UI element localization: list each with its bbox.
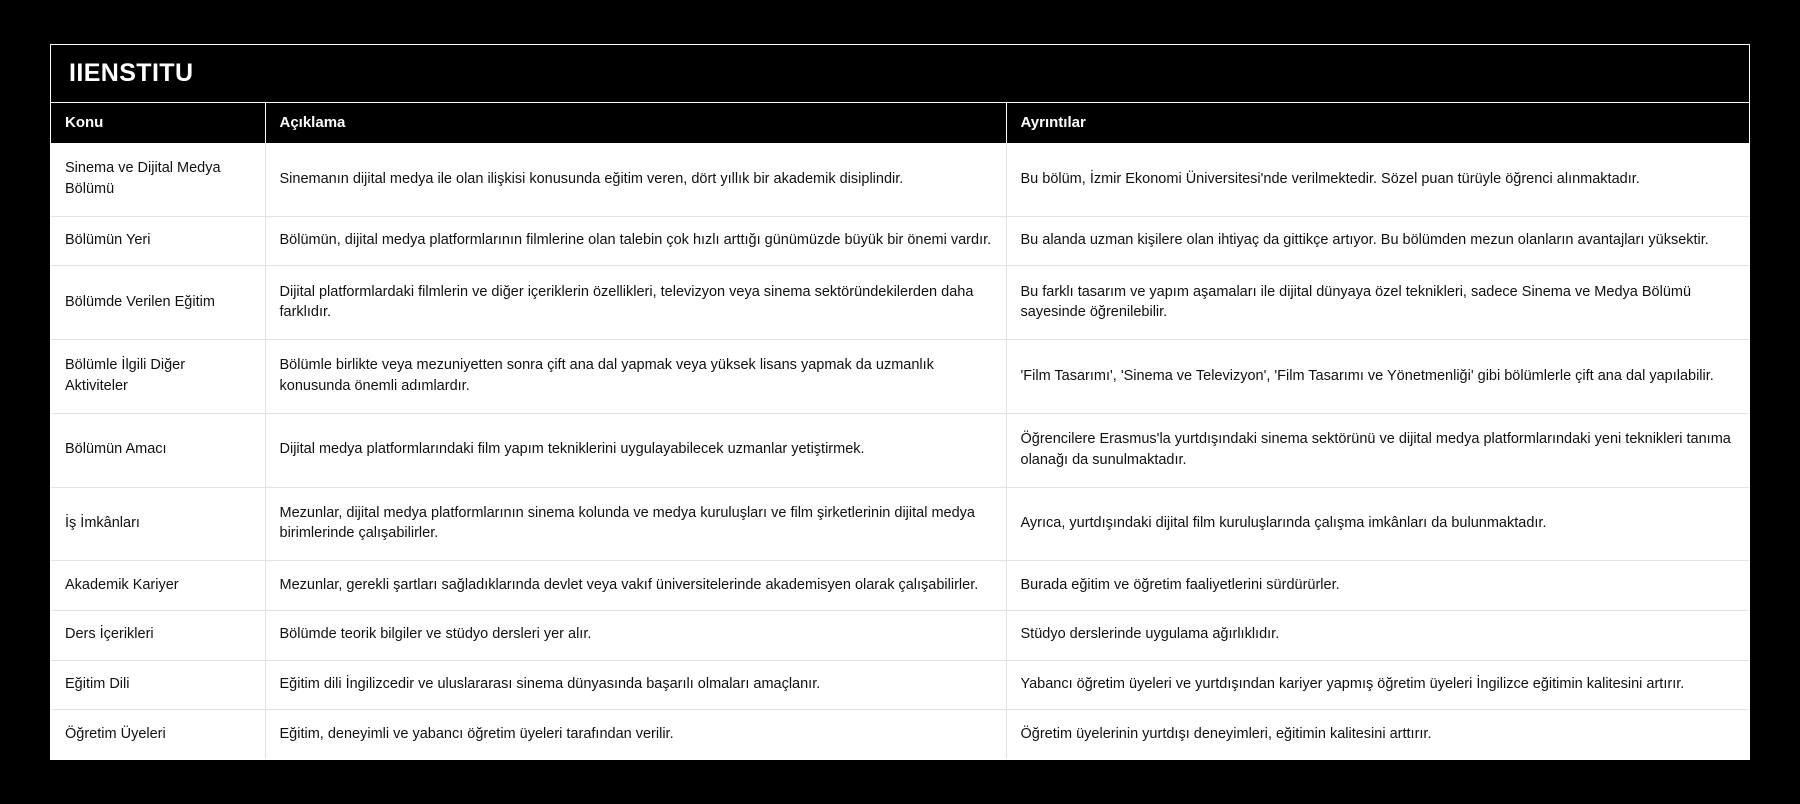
table-row bbox=[51, 340, 1749, 414]
table-frame bbox=[50, 44, 1750, 760]
table-cell-konu: Öğretim Üyeleri bbox=[51, 710, 265, 759]
table-cell-konu: Bölümle İlgili Diğer Aktiviteler bbox=[51, 340, 265, 414]
table-cell-ayrintilar: Bu bölüm, İzmir Ekonomi Üniversitesi'nde verilmektedir. Sözel puan türüyle öğrenci alınmaktadır. bbox=[1006, 143, 1749, 216]
table-cell-konu: Bölümün Amacı bbox=[51, 413, 265, 487]
brand-title: IIENSTITU bbox=[69, 59, 194, 87]
table-cell-aciklama: Dijital platformlardaki filmlerin ve diğer içeriklerin özellikleri, televizyon veya sinema sektöründekilerden daha farklıdır. bbox=[265, 266, 1006, 340]
table-cell-ayrintilar: Stüdyo derslerinde uygulama ağırlıklıdır. bbox=[1006, 610, 1749, 660]
table-row bbox=[51, 266, 1749, 340]
column-header-konu: Konu bbox=[51, 103, 265, 143]
table-header-row bbox=[51, 103, 1749, 143]
table-cell-aciklama: Bölümde teorik bilgiler ve stüdyo dersleri yer alır. bbox=[265, 610, 1006, 660]
table-cell-konu: Eğitim Dili bbox=[51, 660, 265, 710]
table-row bbox=[51, 660, 1749, 710]
info-table bbox=[51, 103, 1749, 759]
table-cell-aciklama: Bölümle birlikte veya mezuniyetten sonra çift ana dal yapmak veya yüksek lisans yapmak da uzmanlık konusunda önemli adımlardır. bbox=[265, 340, 1006, 414]
table-body bbox=[51, 143, 1749, 759]
table-row bbox=[51, 710, 1749, 759]
table-row bbox=[51, 216, 1749, 266]
column-header-ayrintilar: Ayrıntılar bbox=[1006, 103, 1749, 143]
table-cell-ayrintilar: Bu farklı tasarım ve yapım aşamaları ile dijital dünyaya özel teknikleri, sadece Sinema ve Medya Bölümü sayesinde öğrenilebilir. bbox=[1006, 266, 1749, 340]
table-cell-aciklama: Dijital medya platformlarındaki film yapım tekniklerini uygulayabilecek uzmanlar yetiştirmek. bbox=[265, 413, 1006, 487]
table-cell-ayrintilar: 'Film Tasarımı', 'Sinema ve Televizyon', 'Film Tasarımı ve Yönetmenliği' gibi bölümlerle çift ana dal yapılabilir. bbox=[1006, 340, 1749, 414]
table-cell-konu: Akademik Kariyer bbox=[51, 561, 265, 611]
table-cell-konu: Sinema ve Dijital Medya Bölümü bbox=[51, 143, 265, 216]
table-cell-aciklama: Mezunlar, gerekli şartları sağladıklarında devlet veya vakıf üniversitelerinde akademisyen olarak çalışabilirler. bbox=[265, 561, 1006, 611]
table-cell-ayrintilar: Ayrıca, yurtdışındaki dijital film kuruluşlarında çalışma imkânları da bulunmaktadır. bbox=[1006, 487, 1749, 561]
table-cell-aciklama: Eğitim dili İngilizcedir ve uluslararası sinema dünyasında başarılı olmaları amaçlanır. bbox=[265, 660, 1006, 710]
table-cell-aciklama: Mezunlar, dijital medya platformlarının sinema kolunda ve medya kuruluşları ve film şirketlerinin dijital medya birimlerinde çalışabilirler. bbox=[265, 487, 1006, 561]
table-header bbox=[51, 103, 1749, 143]
table-cell-ayrintilar: Burada eğitim ve öğretim faaliyetlerini sürdürürler. bbox=[1006, 561, 1749, 611]
table-cell-ayrintilar: Öğretim üyelerinin yurtdışı deneyimleri, eğitimin kalitesini arttırır. bbox=[1006, 710, 1749, 759]
table-cell-ayrintilar: Öğrencilere Erasmus'la yurtdışındaki sinema sektörünü ve dijital medya platformlarındaki yeni teknikleri tanıma olanağı da sunulmaktadır. bbox=[1006, 413, 1749, 487]
column-header-aciklama: Açıklama bbox=[265, 103, 1006, 143]
table-cell-aciklama: Sinemanın dijital medya ile olan ilişkisi konusunda eğitim veren, dört yıllık bir akademik disiplindir. bbox=[265, 143, 1006, 216]
title-bar bbox=[51, 45, 1749, 103]
table-cell-konu: İş İmkânları bbox=[51, 487, 265, 561]
table-row bbox=[51, 143, 1749, 216]
table-row bbox=[51, 413, 1749, 487]
table-cell-konu: Bölümün Yeri bbox=[51, 216, 265, 266]
table-cell-ayrintilar: Bu alanda uzman kişilere olan ihtiyaç da gittikçe artıyor. Bu bölümden mezun olanların avantajları yüksektir. bbox=[1006, 216, 1749, 266]
table-cell-ayrintilar: Yabancı öğretim üyeleri ve yurtdışından kariyer yapmış öğretim üyeleri İngilizce eğitimin kalitesini artırır. bbox=[1006, 660, 1749, 710]
table-row bbox=[51, 610, 1749, 660]
table-cell-aciklama: Eğitim, deneyimli ve yabancı öğretim üyeleri tarafından verilir. bbox=[265, 710, 1006, 759]
table-cell-konu: Bölümde Verilen Eğitim bbox=[51, 266, 265, 340]
table-cell-aciklama: Bölümün, dijital medya platformlarının filmlerine olan talebin çok hızlı arttığı günümüzde büyük bir önemi vardır. bbox=[265, 216, 1006, 266]
table-cell-konu: Ders İçerikleri bbox=[51, 610, 265, 660]
table-row bbox=[51, 561, 1749, 611]
table-row bbox=[51, 487, 1749, 561]
